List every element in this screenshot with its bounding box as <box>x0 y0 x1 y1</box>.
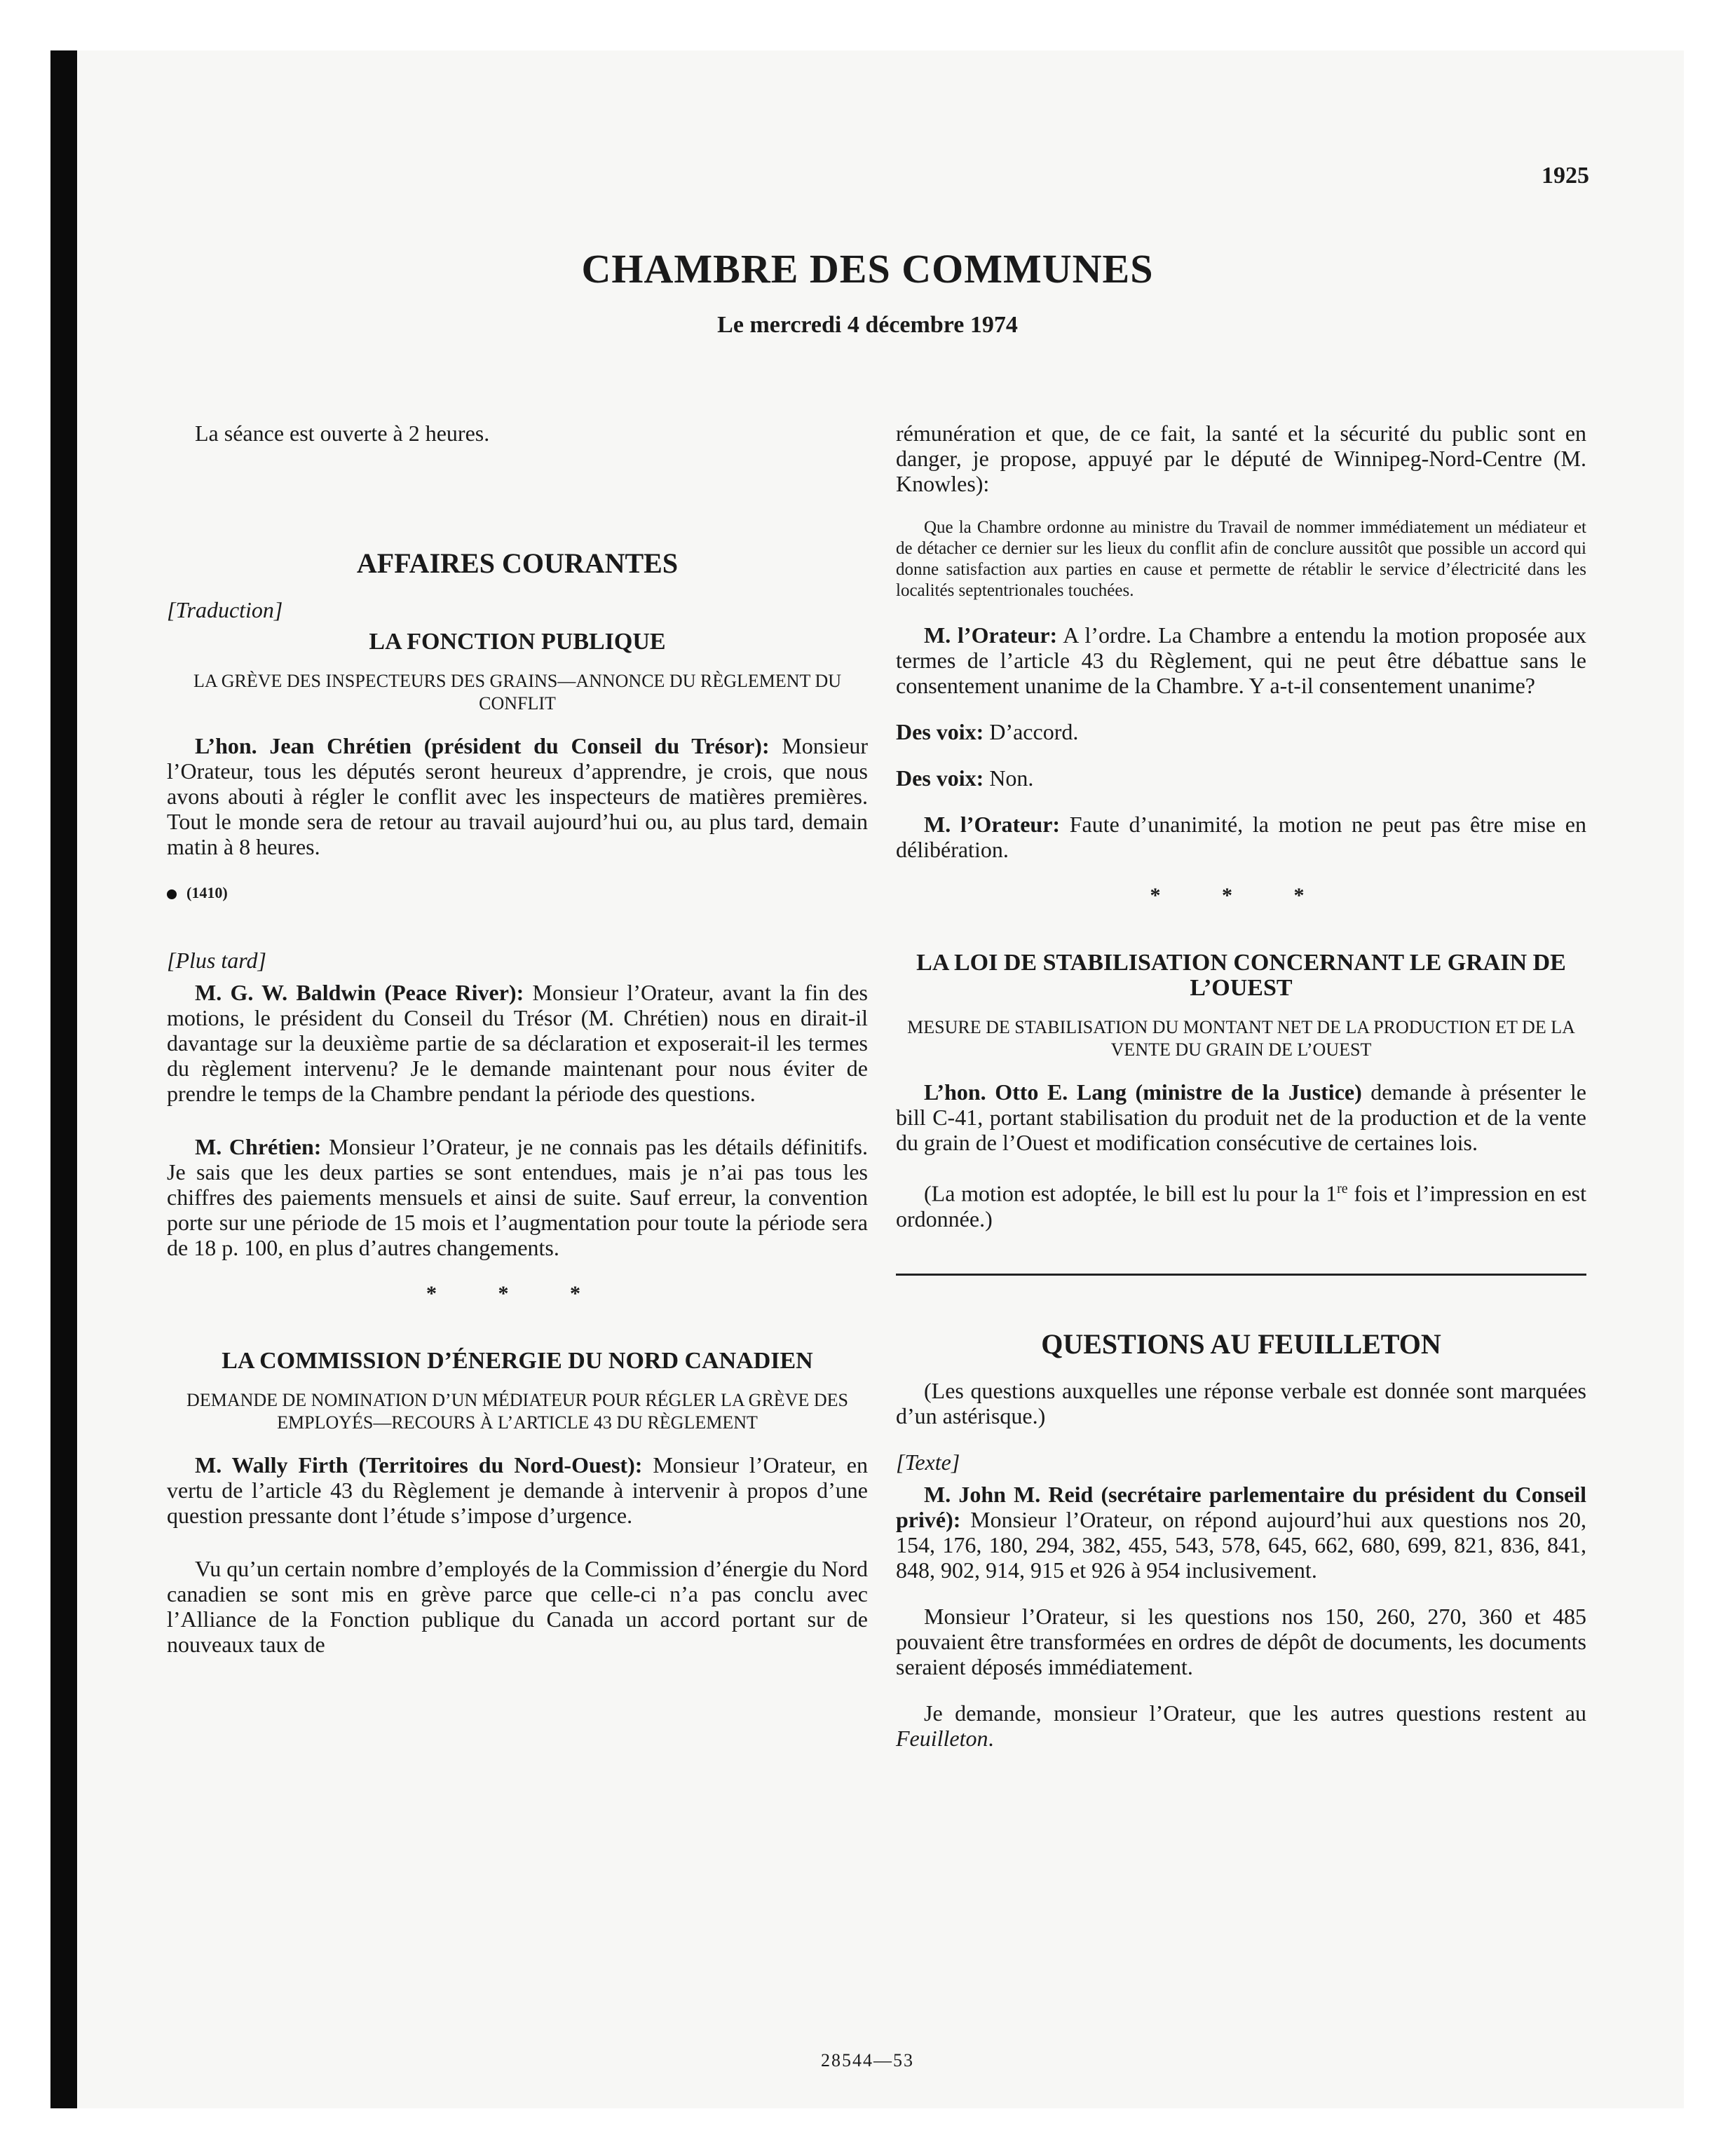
speech-reid <box>896 1482 1586 1583</box>
speaker: L’hon. Jean Chrétien (président du Conseil du Trésor): <box>195 733 770 758</box>
speech-text: D’accord. <box>984 719 1079 744</box>
speaker: Des voix: <box>896 765 984 791</box>
speech-lang <box>896 1079 1586 1155</box>
timestamp-text: (1410) <box>186 884 228 901</box>
speech-text: A l’ordre. La Chambre a entendu la motion proposée aux termes de l’article 43 du Règlement, qui ne peut être débattue sans le consentement unanime de la Chambre. Y a-t-il consentement unanime? <box>896 622 1587 698</box>
speech-orateur-ruling <box>896 812 1586 862</box>
speech-firth-continued: Vu qu’un certain nombre d’employés de la Commission d’énergie du Nord canadien se sont mis en grève parce que celle-ci n’a pas conclu avec l’Alliance de la Fonction publique du Canada un accord portant sur de nouveaux taux de <box>167 1556 868 1657</box>
superscript: re <box>1337 1181 1348 1196</box>
subheading-greve-inspecteurs: LA GRÈVE DES INSPECTEURS DES GRAINS—ANNONCE DU RÈGLEMENT DU CONFLIT <box>193 671 841 714</box>
speech-firth-end: rémunération et que, de ce fait, la santé et la sécurité du public sont en danger, je propose, appuyé par le député de Winnipeg-Nord-Centre (M. Knowles): <box>896 421 1586 496</box>
speaker: M. Wally Firth (Territoires du Nord-Ouest): <box>195 1452 643 1478</box>
speaker: Des voix: <box>896 719 984 744</box>
speech-text: Monsieur l’Orateur, avant la fin des motions, le président du Conseil du Trésor (M. Chrétien) nous en dirait-il davantage sur la deuxième partie de sa déclaration et exposerait-il les termes du règlement intervenu? Je le demande maintenant pour nous éviter de prendre le temps de la Chambre pendant la période des questions. <box>167 980 869 1106</box>
speaker: M. John M. Reid (secrétaire parlementaire du président du Conseil privé): <box>896 1481 1586 1532</box>
section-separator: * * * <box>1150 884 1333 907</box>
speaker: M. Chrétien: <box>195 1134 322 1159</box>
speech-text: Monsieur l’Orateur, je ne connais pas les détails définitifs. Je sais que les deux parties se sont entendues, mais je n’ai pas tous les chiffres des paiements mensuels et ainsi de suite. Sauf erreur, la convention porte sur une période de 15 mois et l’augmentation pour toute la période sera de 18 p. 100, en plus d’autres changements. <box>167 1134 869 1260</box>
questions-note: (Les questions auxquelles une réponse verbale est donnée sont marquées d’un astérisque.) <box>896 1377 1586 1428</box>
text: . <box>988 1725 994 1751</box>
right-column <box>896 421 1586 1772</box>
speech-baldwin <box>167 980 868 1106</box>
voices-disagree <box>896 765 1586 791</box>
bullet-dot-icon <box>167 889 177 899</box>
text: (La motion est adoptée, le bill est lu pour la 1 <box>924 1180 1338 1206</box>
speech-text: demande à présenter le bill C-41, portant stabilisation du produit net de la production et de la vente du grain de l’Ouest et modification consécutive de certaines lois. <box>896 1079 1586 1155</box>
footer-signature: 28544—53 <box>821 2050 914 2070</box>
scan-binding-edge <box>50 50 77 2108</box>
speech-text: Non. <box>984 765 1034 791</box>
speech-firth <box>167 1452 868 1528</box>
heading-questions-feuilleton: QUESTIONS AU FEUILLETON <box>1041 1328 1441 1360</box>
heading-commission-energie: LA COMMISSION D’ÉNERGIE DU NORD CANADIEN <box>222 1348 813 1374</box>
speech-text: Faute d’unanimité, la motion ne peut pas être mise en délibération. <box>896 812 1587 862</box>
motion-quote: Que la Chambre ordonne au ministre du Travail de nommer immédiatement un médiateur et de détacher ce dernier sur les lieux du conflit afin de conclure aussitôt que possible un accord qui donne satisfaction aux parties en cause et permette de rétablir le service d’électricité dans les localités septentrionales touchées. <box>896 518 1586 600</box>
speaker: M. G. W. Baldwin (Peace River): <box>195 980 524 1005</box>
speech-reid-final <box>896 1700 1586 1751</box>
page-title: CHAMBRE DES COMMUNES <box>581 246 1154 292</box>
heading-fonction-publique: LA FONCTION PUBLIQUE <box>369 629 666 655</box>
speaker: M. l’Orateur: <box>924 812 1061 837</box>
subheading-mesure-stabilisation: MESURE DE STABILISATION DU MONTANT NET DE LA PRODUCTION ET DE LA VENTE DU GRAIN DE L’OUEST <box>907 1017 1575 1060</box>
tag-texte: [Texte] <box>896 1449 960 1475</box>
tag-traduction: [Traduction] <box>167 597 283 622</box>
motion-adopted <box>896 1176 1586 1231</box>
speech-text: Monsieur l’Orateur, en vertu de l’article 43 du Règlement je demande à intervenir à propos d’une question pressante dont l’étude s’impose d’urgence. <box>167 1452 869 1528</box>
text: Je demande, monsieur l’Orateur, que les autres questions restent au <box>924 1700 1586 1726</box>
tag-plus-tard: [Plus tard] <box>167 948 266 973</box>
heading-loi-stabilisation: LA LOI DE STABILISATION CONCERNANT LE GRAIN DE L’OUEST <box>916 950 1566 1001</box>
voices-agree <box>896 719 1586 744</box>
left-column <box>167 421 868 1678</box>
speech-orateur <box>896 622 1586 698</box>
speech-reid-continued: Monsieur l’Orateur, si les questions nos 150, 260, 270, 360 et 485 pouvaient être transformées en ordres de dépôt de documents, les documents seraient déposés immédiatement. <box>896 1603 1586 1679</box>
sitting-date: Le mercredi 4 décembre 1974 <box>717 312 1018 338</box>
section-separator: * * * <box>426 1282 608 1305</box>
italic-text: Feuilleton <box>896 1725 988 1751</box>
speech-text: Monsieur l’Orateur, tous les députés seront heureux d’apprendre, je crois, que nous avons abouti à régler le conflit avec les inspecteurs de matières premières. Tout le monde sera de retour au travail aujourd’hui ou, au plus tard, demain matin à 8 heures. <box>167 733 868 859</box>
speaker: M. l’Orateur: <box>924 622 1058 648</box>
speech-chretien-reply <box>167 1134 868 1260</box>
speaker: L’hon. Otto E. Lang (ministre de la Justice) <box>924 1079 1362 1105</box>
section-divider <box>896 1274 1586 1276</box>
section-heading-affaires-courantes: AFFAIRES COURANTES <box>356 547 679 579</box>
masthead <box>0 245 1735 339</box>
speech-text: Monsieur l’Orateur, on répond aujourd’hui aux questions nos 20, 154, 176, 180, 294, 382, 455, 543, 578, 645, 662, 680, 699, 821, 836, 841, 848, 902, 914, 915 et 926 à 954 inclusivement. <box>896 1506 1586 1583</box>
timestamp <box>167 880 868 906</box>
opening-line: La séance est ouverte à 2 heures. <box>195 421 490 446</box>
page-number: 1925 <box>1542 163 1589 189</box>
speech-chretien <box>167 733 868 859</box>
text: fois et l’impression en est ordonnée.) <box>896 1180 1586 1231</box>
subheading-demande-mediateur: DEMANDE DE NOMINATION D’UN MÉDIATEUR POUR RÉGLER LA GRÈVE DES EMPLOYÉS—RECOURS À L’ARTICLE 43 DU RÈGLEMENT <box>186 1390 848 1433</box>
